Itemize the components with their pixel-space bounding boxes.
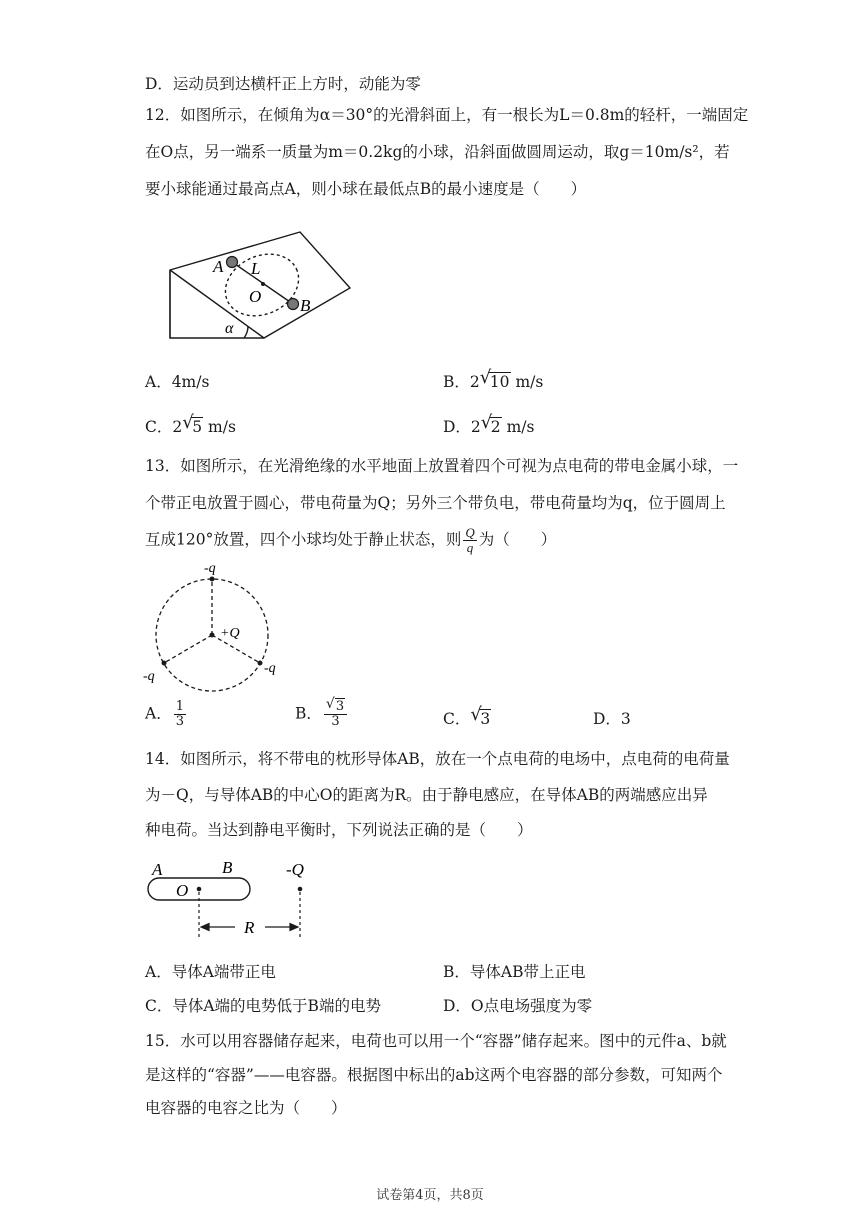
- q14-conductor-figure: [143, 856, 323, 946]
- label-l: L: [251, 259, 261, 278]
- q13-option-b: B． √ 3 3: [295, 700, 349, 729]
- q14-line-3: 种电荷。当达到静电平衡时，下列说法正确的是（ ）: [145, 821, 533, 839]
- q13-line-2: 个带正电放置于圆心，带电荷量为Q；另外三个带负电，带电荷量均为q，位于圆周上: [145, 494, 726, 512]
- q12-incline-figure: [160, 222, 360, 344]
- q14-option-a: A．导体A端带正电: [145, 963, 276, 981]
- q14-line-1: 14．如图所示，将不带电的枕形导体AB，放在一个点电荷的电场中，点电荷的电荷量: [145, 750, 730, 768]
- q13-option-c: C． √ 3: [443, 704, 491, 728]
- label-b: B: [222, 858, 233, 877]
- label-charge: -Q: [286, 860, 304, 879]
- q13-circle-figure: [140, 558, 290, 698]
- page-footer: 试卷第4页，共8页: [376, 1188, 484, 1203]
- q11-option-d: D．运动员到达横杆正上方时，动能为零: [145, 75, 421, 93]
- q12-line-2: 在O点，另一端系一质量为m＝0.2kg的小球，沿斜面做圆周运动，取g＝10m/s²，若: [145, 143, 730, 161]
- q15-line-1: 15．水可以用容器储存起来，电荷也可以用一个“容器”储存起来。图中的元件a、b就: [145, 1032, 727, 1050]
- label-o: O: [249, 287, 262, 306]
- q14-option-c: C．导体A端的电势低于B端的电势: [145, 997, 381, 1015]
- q12-option-b: B．2 √ 10 m/s: [443, 367, 544, 391]
- charge-left: -q: [143, 669, 155, 684]
- q12-option-a: A．4m/s: [145, 373, 210, 391]
- ball-a: [227, 257, 238, 268]
- q14-option-d: D．O点电场强度为零: [443, 997, 593, 1015]
- label-a: A: [213, 257, 224, 276]
- q13-option-d: D．3: [593, 710, 631, 728]
- q12-option-d: D．2 √ 2 m/s: [443, 412, 535, 436]
- label-r: R: [244, 918, 255, 937]
- charge-right: -q: [264, 661, 276, 676]
- point-charge: [298, 887, 303, 892]
- q12-line-3: 要小球能通过最高点A，则小球在最低点B的最小速度是（ ）: [145, 180, 587, 198]
- charge-top: -q: [204, 561, 216, 576]
- label-o: O: [176, 881, 189, 900]
- q14-option-b: B．导体AB带上正电: [443, 963, 586, 981]
- label-alpha: α: [225, 320, 234, 337]
- q13-line-1: 13．如图所示，在光滑绝缘的水平地面上放置着四个可视为点电荷的带电金属小球，一: [145, 457, 739, 475]
- q13-option-a: A． $\frac{1}{3}$: [145, 699, 184, 729]
- charge-center: +Q: [220, 626, 240, 641]
- label-b: B: [300, 296, 311, 315]
- q12-line-1: 12．如图所示，在倾角为α＝30°的光滑斜面上，有一根长为L＝0.8m的轻杆，一端固定: [145, 106, 749, 124]
- q15-line-2: 是这样的“容器”——电容器。根据图中标出的ab这两个电容器的部分参数，可知两个: [145, 1066, 723, 1084]
- q12-option-c: C．2 √ 5 m/s: [145, 412, 236, 436]
- q14-line-2: 为－Q，与导体AB的中心O的距离为R。由于静电感应，在导体AB的两端感应出异: [145, 786, 708, 804]
- ball-b: [288, 299, 299, 310]
- q15-line-3: 电容器的电容之比为（ ）: [145, 1099, 347, 1117]
- label-a: A: [152, 860, 163, 879]
- q13-line-3: 互成120°放置，四个小球均处于静止状态，则 $\frac{Q}{q}$ 为（ ）: [145, 525, 557, 555]
